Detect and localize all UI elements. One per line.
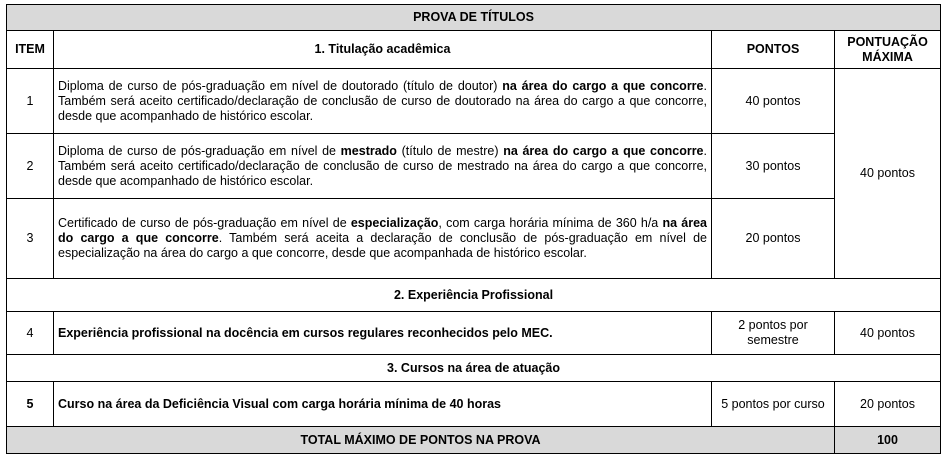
row-pontos: 30 pontos	[712, 134, 835, 199]
total-label: TOTAL MÁXIMO DE PONTOS NA PROVA	[7, 427, 835, 454]
desc-text: . Também será aceito certificado/declaração de conclusão de curso de doutorado na área do cargo a que concorre, desde que acompanhado de histórico escolar.	[58, 78, 707, 123]
total-value: 100	[835, 427, 941, 454]
desc-text: . Também será aceita a declaração de conclusão de pós-graduação em nível de especialização na área do cargo a que concorre, desde que acompanhada de histórico escolar.	[58, 231, 707, 260]
header-pontuacao-maxima-line2: MÁXIMA	[862, 49, 913, 64]
row-description: Curso na área da Deficiência Visual com carga horária mínima de 40 horas	[54, 382, 712, 427]
desc-bold-text: mestrado	[340, 143, 397, 158]
row-pontuacao-maxima: 20 pontos	[835, 382, 941, 427]
row-item-number: 4	[7, 312, 54, 355]
desc-text: Certificado de curso de pós-graduação em nível de	[58, 216, 351, 230]
header-pontuacao-maxima-line1: PONTUAÇÃO	[847, 34, 928, 49]
row-pontos: 5 pontos por curso	[712, 382, 835, 427]
header-titulacao: 1. Titulação acadêmica	[54, 31, 712, 69]
desc-text: Diploma de curso de pós-graduação em nível de doutorado (título de doutor)	[58, 78, 503, 93]
table-row	[7, 312, 941, 355]
desc-text: Diploma de curso de pós-graduação em nível de	[58, 143, 341, 158]
table-row	[7, 69, 941, 134]
desc-text: , com carga horária mínima de 360 h/a	[438, 216, 663, 230]
row-item-number: 2	[7, 134, 54, 199]
section3-title: 3. Cursos na área de atuação	[7, 355, 941, 382]
row-pontuacao-maxima: 40 pontos	[835, 312, 941, 355]
table-row	[7, 134, 941, 199]
row-description	[54, 199, 712, 279]
desc-bold-text: na área do cargo a que concorre	[502, 78, 704, 93]
desc-text: . Também será aceito certificado/declaração de conclusão de curso de mestrado na área do cargo a que concorre, desde que acompanhado de histórico escolar.	[58, 143, 707, 188]
header-item: ITEM	[7, 31, 54, 69]
section-header-row	[7, 355, 941, 382]
header-row	[7, 31, 941, 69]
table-row	[7, 382, 941, 427]
prova-de-titulos-table	[6, 4, 941, 454]
section1-pontuacao-maxima: 40 pontos	[835, 69, 941, 279]
total-row	[7, 427, 941, 454]
title-row	[7, 5, 941, 31]
desc-bold-text: na área do cargo a que concorre	[58, 216, 707, 245]
row-pontos: 40 pontos	[712, 69, 835, 134]
section2-title: 2. Experiência Profissional	[7, 279, 941, 312]
table-row	[7, 199, 941, 279]
row-description	[54, 134, 712, 199]
row-item-number: 5	[7, 382, 54, 427]
desc-text: (título de mestre)	[396, 143, 504, 158]
desc-bold-text: na área do cargo a que concorre	[503, 143, 704, 158]
row-item-number: 3	[7, 199, 54, 279]
row-description: Experiência profissional na docência em cursos regulares reconhecidos pelo MEC.	[54, 312, 712, 355]
section-header-row	[7, 279, 941, 312]
row-item-number: 1	[7, 69, 54, 134]
row-pontos: 2 pontos por semestre	[712, 312, 835, 355]
row-pontos: 20 pontos	[712, 199, 835, 279]
header-pontuacao-maxima	[835, 31, 941, 69]
table-title: PROVA DE TÍTULOS	[7, 5, 941, 31]
header-pontos: PONTOS	[712, 31, 835, 69]
desc-bold-text: especialização	[350, 216, 439, 230]
row-description	[54, 69, 712, 134]
